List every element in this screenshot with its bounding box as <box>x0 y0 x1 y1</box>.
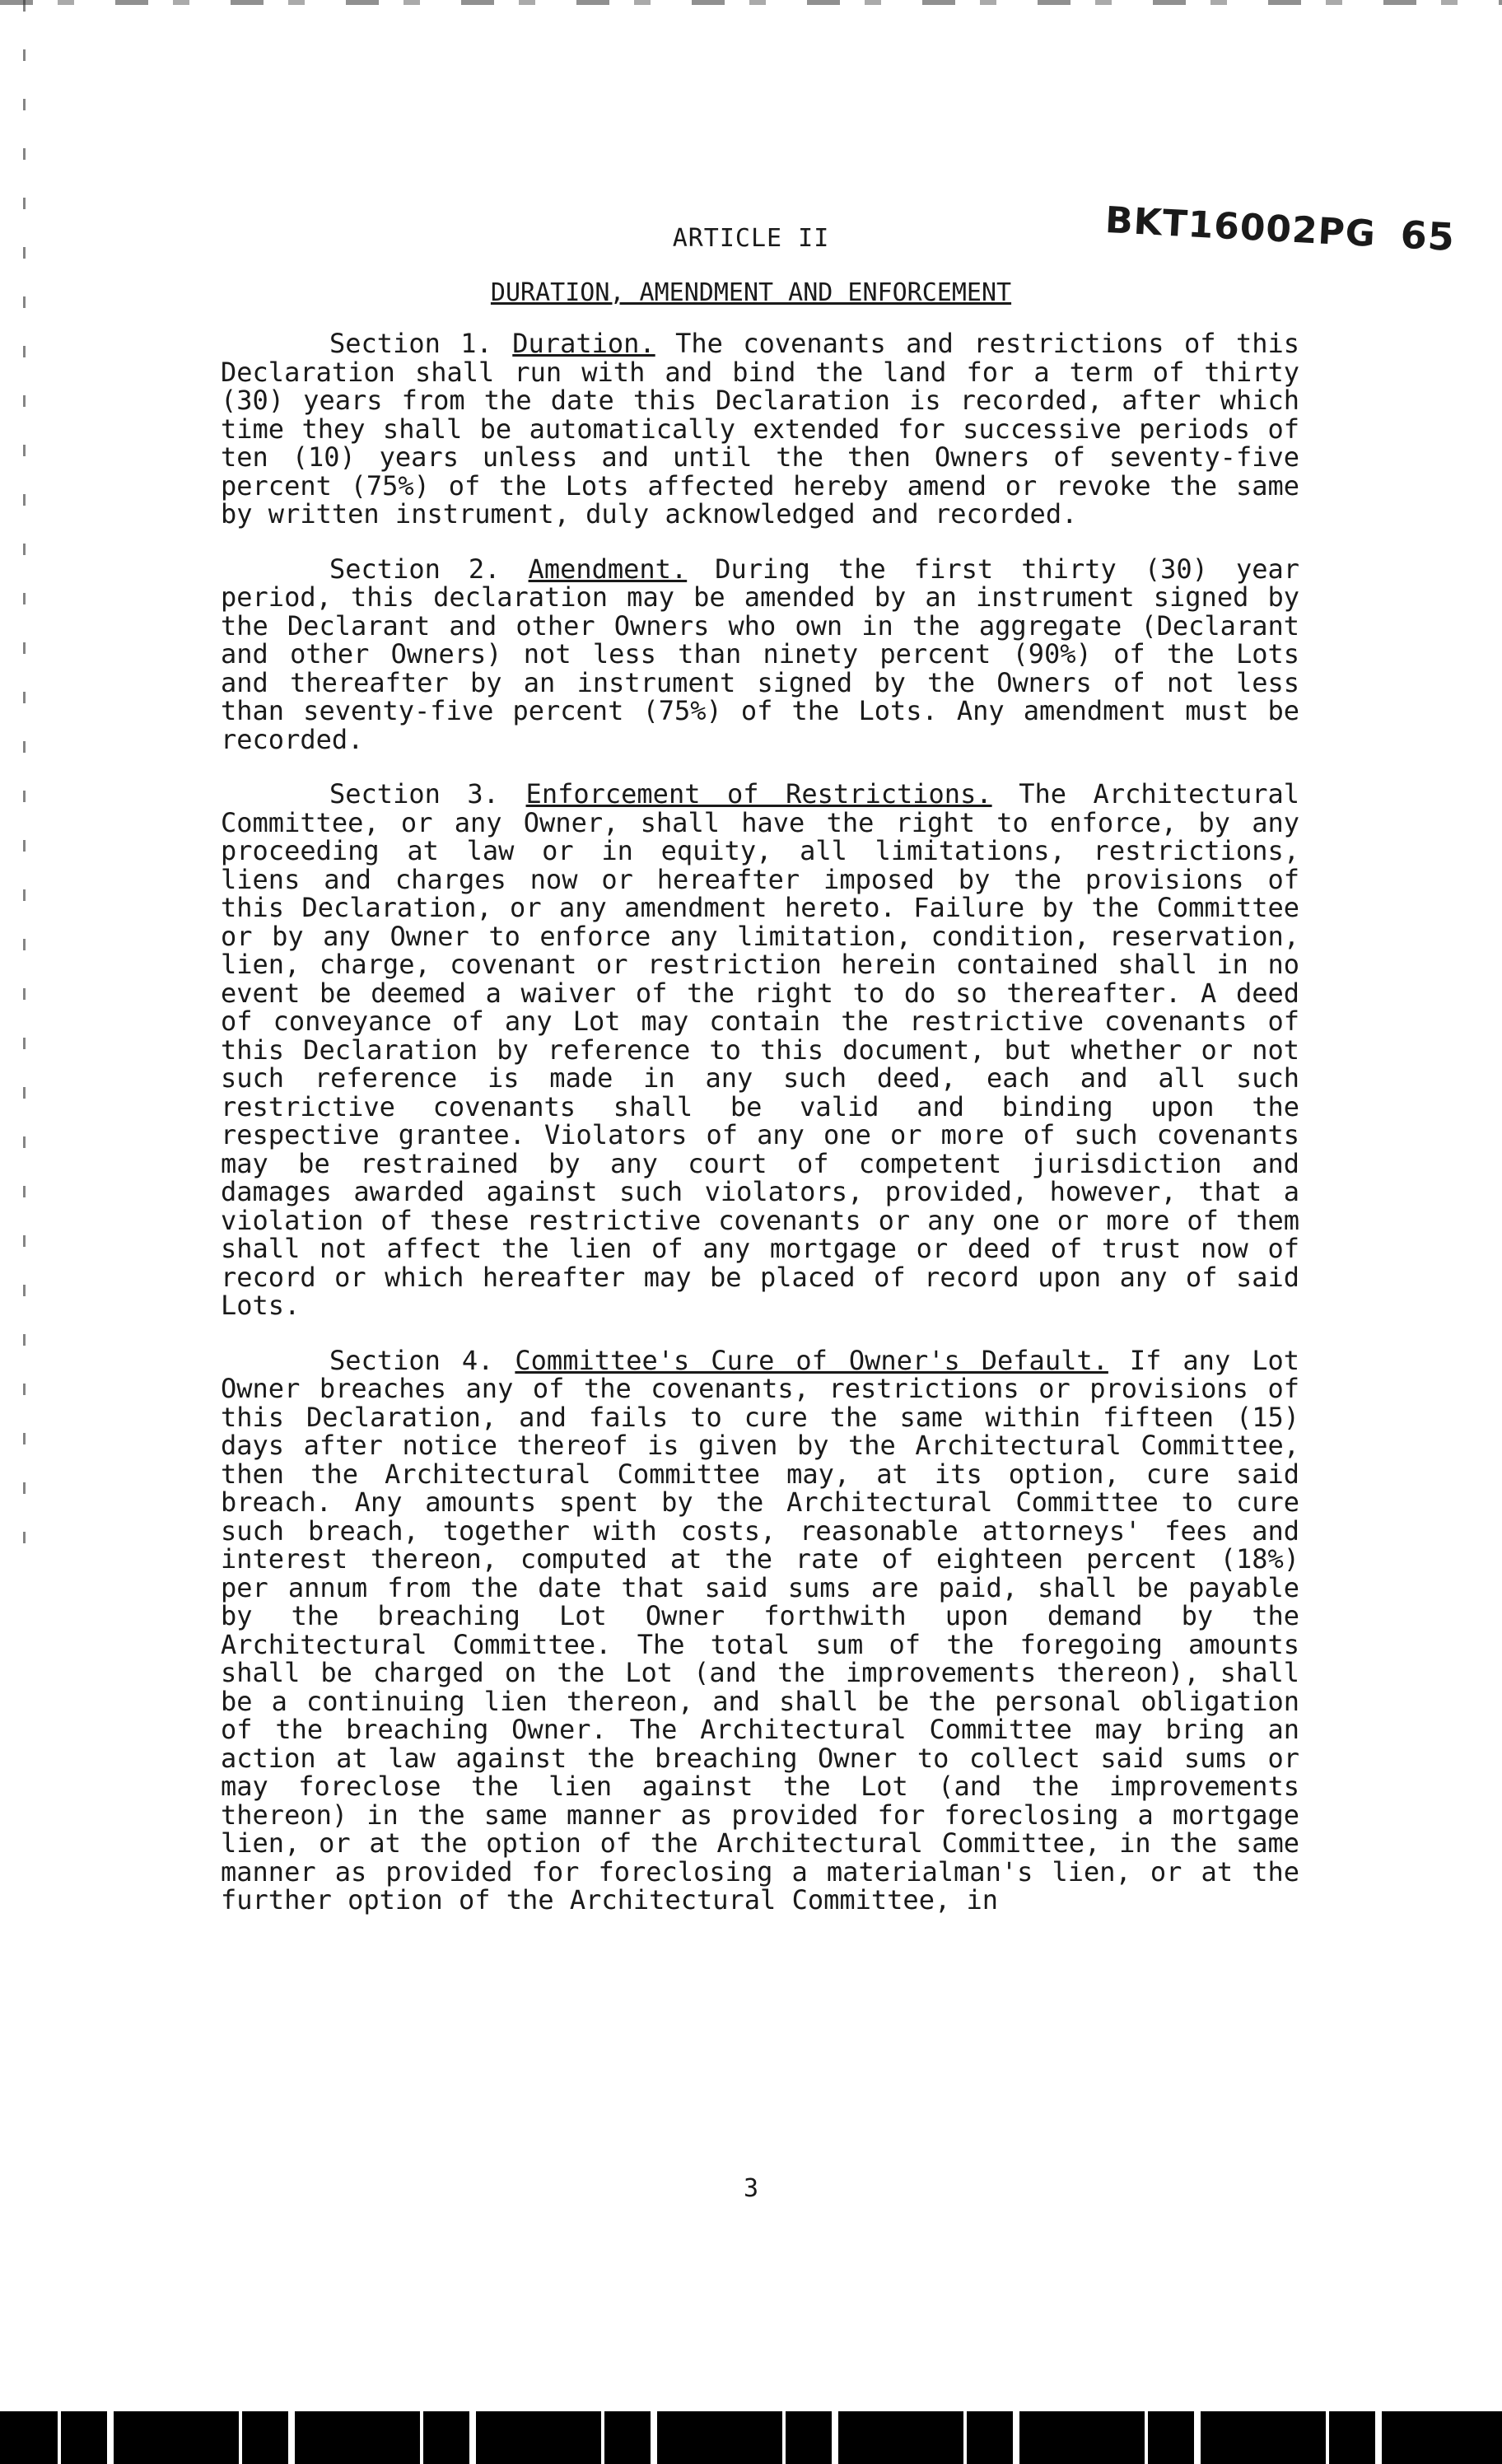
section-title: Amendment. <box>528 553 688 585</box>
section-text: During the first thirty (30) year period, this declaration may be amended by an instrument signed by the Declarant and other Owners who own in the aggregate (Declarant and other Owners) not less than ninety percent (90%) of the Lots and thereafter by an instrument signed by the Owners of not less than seventy-five percent (75%) of the Lots. Any amendment must be recorded. <box>221 553 1300 755</box>
recording-page-number: 65 <box>1399 212 1457 260</box>
section-title: Enforcement of Restrictions. <box>525 778 992 810</box>
page-number: 3 <box>743 2174 759 2203</box>
section-title: Duration. <box>512 328 655 359</box>
scan-artifact-bottom <box>0 2411 1502 2464</box>
section-enforcement <box>221 780 1299 1320</box>
article-heading <box>0 278 1502 307</box>
section-title: Committee's Cure of Owner's Default. <box>515 1344 1108 1376</box>
article-title: ARTICLE II <box>672 224 830 253</box>
section-text: The covenants and restrictions of this Declaration shall run with and bind the land for a term of thirty (30) years from the date this Declaration is recorded, after which time they shall be automatically extended for successive periods of ten (10) years unless and until the then Owners of seventy-five percent (75%) of the Lots affected hereby amend or revoke the same by written instrument, duly acknowledged and recorded. <box>221 328 1300 530</box>
article-heading-text: DURATION, AMENDMENT AND ENFORCEMENT <box>490 278 1012 307</box>
section-committee-cure <box>221 1346 1299 1915</box>
section-duration <box>221 329 1299 529</box>
section-text: The Architectural Committee, or any Owner, shall have the right to enforce, by any proceeding at law or in equity, all limitations, restrictions, liens and charges now or hereafter imposed by the provisions of this Declaration, or any amendment hereto. Failure by the Committee or by any Owner to enforce any limitation, condition, reservation, lien, charge, covenant or restriction herein contained shall in no event be deemed a waiver of the right to do so thereafter. A deed of conveyance of any Lot may contain the restrictive covenants of this Declaration by reference to this document, but whether or not such reference is made in any such deed, each and all such restrictive covenants shall be valid and binding upon the respective grantee. Violators of any one or more of such covenants may be restrained by any court of competent jurisdiction and damages awarded against such violators, provided, however, that a violation of these restrictive covenants or any one or more of them shall not affect the lien of any mortgage or deed of trust now of record or which hereafter may be placed of record upon any of said Lots. <box>221 778 1300 1321</box>
book-number: BKT16002PG <box>1103 198 1378 256</box>
document-body <box>221 329 1299 1941</box>
section-amendment <box>221 555 1299 754</box>
section-label: Section 2. <box>329 553 501 585</box>
section-text: If any Lot Owner breaches any of the covenants, restrictions or provisions of this Declaration, and fails to cure the same within fifteen (15) days after notice thereof is given by the Architectural Committee, then the Architectural Committee may, at its option, cure said breach. Any amounts spent by the Architectural Committee to cure such breach, together with costs, reasonable attorneys' fees and interest thereon, computed at the rate of eighteen percent (18%) per annum from the date that said sums are paid, shall be payable by the breaching Lot Owner forthwith upon demand by the Architectural Committee. The total sum of the foregoing amounts shall be charged on the Lot (and the improvements thereon), shall be a continuing lien thereon, and shall be the personal obligation of the breaching Owner. The Architectural Committee may bring an action at law against the breaching Owner to collect said sums or may foreclose the lien against the Lot (and the improvements thereon) in the same manner as provided for foreclosing a mortgage lien, or at the option of the Architectural Committee, in the same manner as provided for foreclosing a materialman's lien, or at the further option of the Architectural Committee, in <box>221 1344 1300 1916</box>
section-label: Section 1. <box>329 328 492 359</box>
section-label: Section 3. <box>329 778 499 810</box>
section-label: Section 4. <box>329 1344 494 1376</box>
scan-artifact-top <box>0 0 1502 5</box>
